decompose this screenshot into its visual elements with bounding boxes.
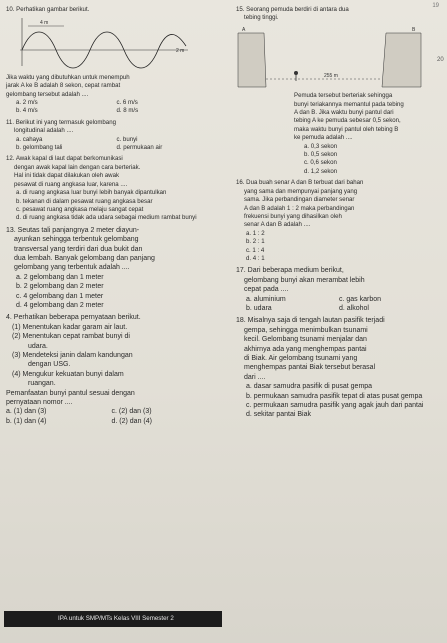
question-17 [236,266,426,313]
q14-line: pernyataan nomor .... [6,399,73,407]
cliff-a: A [242,26,246,33]
q13-line: gelombang yang terbentuk adalah .... [14,264,130,272]
statement: (2) Menentukan cepat rambat bunyi di [12,333,130,341]
question-16 [236,179,426,263]
q18-line: dari .... [244,373,266,381]
option[interactable]: b. gelombang tali [16,144,63,152]
right-column [236,6,426,420]
option[interactable]: d. 4 gelombang dan 2 meter [16,301,104,309]
cliff-right [382,33,421,87]
q15-line: A dan B. Jika waktu bunyi pantul dari [294,109,394,117]
statement: (3) Mendeteksi janin dalam kandungan [12,352,133,359]
cliff-label: 255 m [324,72,338,79]
q18-line: 18. Misalnya saja di tengah lautan pasifik terjadi [236,317,385,325]
option[interactable]: a. dasar samudra pasifik di pusat gempa [246,383,373,391]
q18-line: kecil. Gelombang tsunami menjalar dan [244,336,367,344]
option[interactable]: b. permukaan samudra pasifik tepat di atas pusat gempa [246,392,423,400]
option[interactable]: d. sekitar pantai Biak [246,411,311,419]
q10-options [6,99,211,116]
q10-line: Jika waktu yang dibutuhkan untuk menempuh [6,73,130,81]
q18-line: menghempas pantai Biak tersebut berasal [244,364,376,372]
q16-line: senar A dan B adalah .... [244,221,311,229]
statement: (4) Mengukur kekuatan bunyi dalam [12,370,124,378]
q14-line: Pemanfaatan bunyi pantul sesuai dengan [6,389,135,397]
option[interactable]: b. tekanan di dalam pesawat ruang angkasa besar [16,197,153,205]
q17-line: 17. Dari beberapa medium berikut, [236,267,344,275]
option[interactable]: a. cahaya [16,135,43,143]
q18-line: akhirnya ada yang menghempas pantai [244,345,367,353]
option[interactable]: d. di ruang angkasa tidak ada udara sebagai medium rambat bunyi [16,214,197,222]
q18-line: di Biak. Air gelombang tsunami yang [244,355,358,362]
option[interactable]: a. di ruang angkasa luar bunyi lebih banyak dipantulkan [16,189,167,197]
q17-line: gelombang bunyi akan merambat lebih [244,276,365,284]
q15-line: bunyi teriakannya memantul pada tebing [294,100,404,108]
q14-line: 4. Perhatikan beberapa pernyataan berikut. [6,314,141,322]
option[interactable]: b. 0,5 sekon [304,151,338,159]
q16-line: yang sama dan mempunyai panjang yang [244,187,358,195]
option[interactable]: b. 4 m/s [16,107,38,115]
option[interactable]: d. (2) dan (4) [111,417,152,425]
q13-line: dua lembah. Banyak gelombang dan panjang [14,254,155,262]
question-12 [6,155,211,222]
option[interactable]: d. 8 m/s [116,107,139,115]
option[interactable]: d. permukaan air [116,144,163,152]
option[interactable]: a. 2 gelombang dan 1 meter [16,273,104,281]
q15-line: tebing A ke pemuda sebesar 0,5 sekon, [294,117,401,125]
option[interactable]: c. pesawat ruang angkasa melaju sangat cepat [16,205,144,213]
wave-label-right: 2 m [176,48,185,55]
q14-options [6,407,211,426]
q15-line: tebing tinggi. [244,14,279,22]
option[interactable]: b. 2 : 1 [246,238,265,246]
q12-line: Hal ini tidak dapat dilakukan oleh awak [14,172,120,180]
q13-line: 13. Seutas tali panjangnya 2 meter diayun- [6,226,140,234]
q12-line: dengan awak kapal lain dengan cara berteriak. [14,163,141,171]
option[interactable]: c. (2) dan (3) [111,408,152,416]
q11-line: 11. Berikut ini yang termasuk gelombang [6,118,116,126]
wave-figure [6,14,206,70]
q11-options [6,136,211,153]
q15-line: 15. Seorang pemuda berdiri di antara dua [236,6,349,13]
option[interactable]: b. (1) dan (4) [6,417,47,425]
q11-line: longitudinal adalah .... [14,127,74,135]
q12-line: pesawat di ruang angkasa luar, karena .... [14,180,128,188]
statement: udara. [28,342,48,350]
side-page-number: 20 [437,57,444,63]
cliff-b: B [412,26,416,33]
q17-options [236,295,426,314]
q15-line: maka waktu bunyi pantul oleh tebing B [294,125,399,133]
q12-line: 12. Awak kapal di laut dapat berkomunikasi [6,155,123,163]
option[interactable]: a. 2 m/s [16,99,38,107]
q17-line: cepat pada .... [244,286,289,294]
option[interactable]: d. 1,2 sekon [304,167,338,175]
question-18 [236,316,426,419]
q13-line: transversal yang terdiri dari dua bukit dan [14,245,143,253]
option[interactable]: a. 0,3 sekon [304,142,338,150]
footer-banner: IPA untuk SMP/MTs Kelas VIII Semester 2 [4,611,222,627]
question-11 [6,119,211,153]
question-14 [6,313,211,426]
person-icon [294,71,298,75]
option[interactable]: c. gas karbon [339,295,382,303]
q16-line: 16. Dua buah senar A dan B terbuat dari bahan [236,179,364,187]
q16-line: frekuensi bunyi yang dihasilkan oleh [244,212,342,220]
option[interactable]: b. udara [246,304,272,312]
q15-line: ke pemuda adalah .... [294,134,353,142]
cliff-left [238,33,266,87]
option[interactable]: d. 4 : 1 [246,254,265,262]
option[interactable]: a. (1) dan (3) [6,408,47,416]
option[interactable]: c. permukaan samudra pasifik yang agak jauh dari pantai [246,402,424,410]
q16-line: A dan B adalah 1 : 2 maka perbandingan [244,204,355,212]
option[interactable]: c. 6 m/s [116,99,138,107]
option[interactable]: c. bunyi [116,135,138,143]
option[interactable]: c. 4 gelombang dan 1 meter [16,292,104,300]
statement: dengan USG. [28,361,71,369]
wave-label-top: 4 m [40,20,49,27]
statement: (1) Menentukan kadar garam air laut. [12,323,128,331]
statement: ruangan. [28,380,56,388]
left-column [6,6,211,426]
option[interactable]: a. aluminium [246,295,286,303]
q10-stem: 10. Perhatikan gambar berikut. [6,6,90,13]
q18-line: gempa, sehingga menimbulkan tsunami [244,326,368,334]
page-number: 19 [432,3,439,9]
q15-line: Pemuda tersebut berteriak sehingga [294,92,393,100]
option[interactable]: b. 2 gelombang dan 2 meter [16,283,104,291]
cliff-figure [236,23,426,89]
option[interactable]: a. 1 : 2 [246,229,265,237]
question-13 [6,226,211,311]
option[interactable]: c. 1 : 4 [246,246,265,254]
q10-line: gelombang tersebut adalah .... [6,90,89,98]
option[interactable]: c. 0,6 sekon [304,159,337,167]
option[interactable]: d. alkohol [339,304,369,312]
q16-line: sama. Jika perbandingan diameter senar [244,196,355,204]
q10-line: jarak A ke B adalah 8 sekon, cepat rambat [6,82,121,90]
q13-line: ayunkan sehingga terbentuk gelombang [14,236,139,244]
